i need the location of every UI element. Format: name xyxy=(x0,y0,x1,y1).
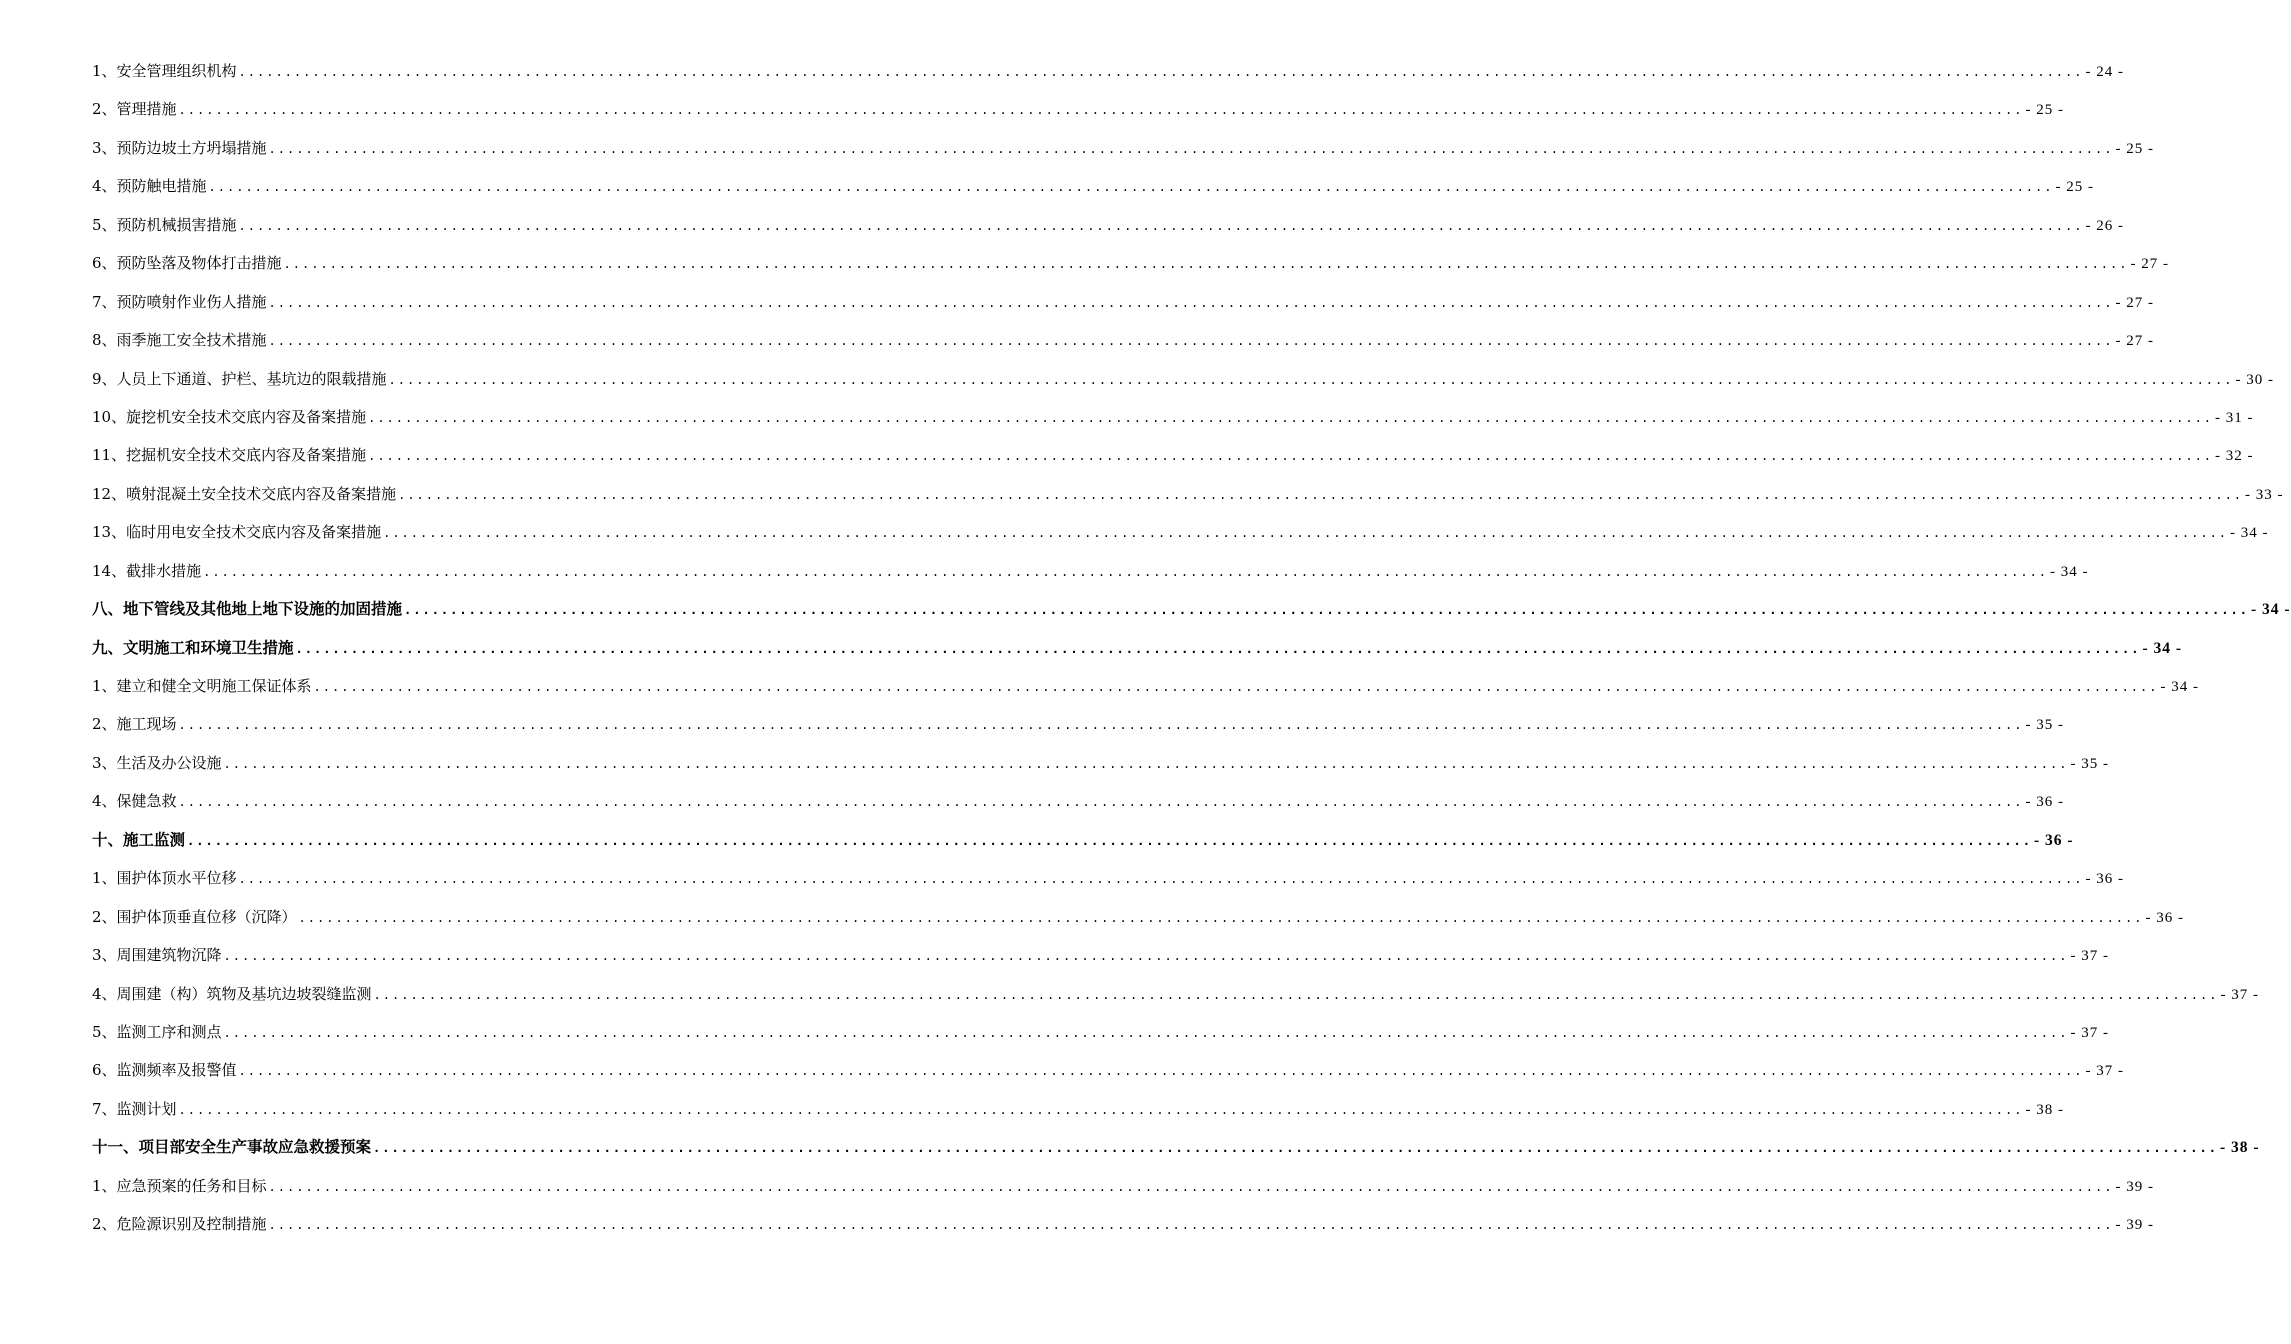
toc-entry-page-number: - 36 - xyxy=(2025,794,2064,811)
toc-dot-leader: ........................................................................................................................................................................................................ xyxy=(238,1064,2084,1079)
toc-entry-page-number: - 37 - xyxy=(2070,1024,2109,1041)
toc-entry-title: 4、预防触电措施 xyxy=(92,177,207,196)
toc-entry[interactable] xyxy=(92,936,2109,974)
toc-entry[interactable] xyxy=(92,859,2124,897)
toc-entry-page-number: - 38 - xyxy=(2219,1139,2260,1157)
toc-entry-page-number: - 35 - xyxy=(2070,755,2109,772)
toc-entry-title: 十一、项目部安全生产事故应急救援预案 xyxy=(92,1137,372,1157)
toc-dot-leader: ........................................................................................................................................................................................................ xyxy=(398,487,2244,502)
toc-dot-leader: ........................................................................................................................................................................................................ xyxy=(223,1025,2069,1040)
toc-entry-page-number: - 25 - xyxy=(2025,102,2064,119)
toc-entry-page-number: - 37 - xyxy=(2070,948,2109,965)
toc-entry-page-number: - 34 - xyxy=(2160,679,2199,695)
toc-entry-title: 6、监测频率及报警值 xyxy=(92,1061,237,1080)
toc-entry-title: 7、监测计划 xyxy=(92,1099,177,1118)
toc-entry-title: 3、预防边坡土方坍塌措施 xyxy=(92,138,267,157)
toc-entry[interactable] xyxy=(92,782,2064,820)
toc-entry-title: 1、建立和健全文明施工保证体系 xyxy=(92,677,312,695)
toc-entry-title: 3、生活及办公设施 xyxy=(92,753,222,772)
toc-entry[interactable] xyxy=(92,283,2154,321)
toc-entry-page-number: - 27 - xyxy=(2115,333,2154,350)
toc-entry-title: 1、安全管理组织机构 xyxy=(92,62,237,80)
toc-dot-leader: ........................................................................................................................................................................................................ xyxy=(283,257,2129,272)
toc-entry[interactable] xyxy=(92,1205,2154,1243)
toc-entry[interactable] xyxy=(92,667,2199,705)
toc-entry[interactable] xyxy=(92,360,2274,398)
toc-entry-title: 13、临时用电安全技术交底内容及备案措施 xyxy=(92,523,382,542)
toc-entry-page-number: - 34 - xyxy=(2050,563,2089,580)
toc-entry-title: 14、截排水措施 xyxy=(92,561,202,580)
toc-entry[interactable] xyxy=(92,629,2183,667)
toc-entry[interactable] xyxy=(92,90,2064,128)
toc-dot-leader: ........................................................................................................................................................................................................ xyxy=(187,833,2032,848)
toc-entry[interactable] xyxy=(92,975,2259,1013)
toc-dot-leader: ........................................................................................................................................................................................................ xyxy=(178,1102,2024,1117)
toc-entry-page-number: - 38 - xyxy=(2025,1101,2064,1118)
toc-dot-leader: ........................................................................................................................................................................................................ xyxy=(208,180,2054,195)
toc-entry-page-number: - 33 - xyxy=(2245,486,2284,503)
toc-dot-leader: ........................................................................................................................................................................................................ xyxy=(238,872,2084,887)
toc-entry-title: 1、围护体顶水平位移 xyxy=(92,869,237,888)
toc-dot-leader: ........................................................................................................................................................................................................ xyxy=(373,987,2219,1002)
toc-dot-leader: ........................................................................................................................................................................................................ xyxy=(203,564,2049,579)
toc-entry-title: 6、预防坠落及物体打击措施 xyxy=(92,254,282,273)
toc-entry[interactable] xyxy=(92,1013,2109,1051)
toc-dot-leader: ........................................................................................................................................................................................................ xyxy=(313,680,2159,694)
toc-entry[interactable] xyxy=(92,436,2254,474)
toc-dot-leader: ........................................................................................................................................................................................................ xyxy=(268,1179,2114,1194)
toc-entry-page-number: - 25 - xyxy=(2055,179,2094,196)
toc-entry-title: 2、施工现场 xyxy=(92,715,177,734)
toc-dot-leader: ........................................................................................................................................................................................................ xyxy=(268,1218,2114,1233)
toc-dot-leader: ........................................................................................................................................................................................................ xyxy=(368,410,2214,425)
toc-dot-leader: ........................................................................................................................................................................................................ xyxy=(238,65,2084,79)
toc-entry[interactable] xyxy=(92,244,2169,282)
toc-entry[interactable] xyxy=(92,1090,2064,1128)
toc-entry-title: 3、周围建筑物沉降 xyxy=(92,946,222,965)
toc-entry-page-number: - 36 - xyxy=(2085,871,2124,888)
toc-entry-title: 2、危险源识别及控制措施 xyxy=(92,1215,267,1234)
toc-entry-title: 11、挖掘机安全技术交底内容及备案措施 xyxy=(92,446,367,465)
toc-dot-leader: ........................................................................................................................................................................................................ xyxy=(268,141,2114,156)
toc-entry-title: 7、预防喷射作业伤人措施 xyxy=(92,292,267,311)
toc-dot-leader: ........................................................................................................................................................................................................ xyxy=(238,218,2084,233)
toc-entry-page-number: - 36 - xyxy=(2033,831,2074,849)
toc-entry-title: 4、周围建（构）筑物及基坑边坡裂缝监测 xyxy=(92,984,372,1003)
toc-dot-leader: ........................................................................................................................................................................................................ xyxy=(178,103,2024,118)
toc-entry-title: 8、雨季施工安全技术措施 xyxy=(92,331,267,350)
toc-dot-leader: ........................................................................................................................................................................................................ xyxy=(368,449,2214,464)
toc-entry-page-number: - 32 - xyxy=(2215,448,2254,465)
toc-entry-page-number: - 37 - xyxy=(2220,986,2259,1003)
toc-entry[interactable] xyxy=(92,167,2094,205)
toc-entry-title: 5、监测工序和测点 xyxy=(92,1022,222,1041)
toc-dot-leader: ........................................................................................................................................................................................................ xyxy=(295,641,2141,656)
toc-entry-page-number: - 39 - xyxy=(2115,1178,2154,1195)
toc-entry-page-number: - 27 - xyxy=(2115,294,2154,311)
toc-entry-title: 10、旋挖机安全技术交底内容及备案措施 xyxy=(92,407,367,426)
toc-entry[interactable] xyxy=(92,513,2269,551)
toc-dot-leader: ........................................................................................................................................................................................................ xyxy=(298,910,2144,925)
toc-dot-leader: ........................................................................................................................................................................................................ xyxy=(178,795,2024,810)
toc-entry-page-number: - 27 - xyxy=(2130,256,2169,273)
toc-dot-leader: ........................................................................................................................................................................................................ xyxy=(388,372,2234,387)
toc-entry-page-number: - 37 - xyxy=(2085,1063,2124,1080)
toc-entry-page-number: - 30 - xyxy=(2235,371,2274,388)
toc-entry-title: 2、管理措施 xyxy=(92,100,177,119)
toc-entry-title: 4、保健急救 xyxy=(92,792,177,811)
toc-entry[interactable] xyxy=(92,206,2124,244)
toc-entry[interactable] xyxy=(92,821,2074,859)
toc-entry[interactable] xyxy=(92,475,2284,513)
toc-entry-page-number: - 34 - xyxy=(2250,601,2291,619)
toc-entry-title: 1、应急预案的任务和目标 xyxy=(92,1176,267,1195)
toc-entry-page-number: - 34 - xyxy=(2230,525,2269,542)
toc-entry-title: 9、人员上下通道、护栏、基坑边的限载措施 xyxy=(92,369,387,388)
toc-entry[interactable] xyxy=(92,552,2089,590)
toc-entry-title: 12、喷射混凝土安全技术交底内容及备案措施 xyxy=(92,484,397,503)
toc-entry-title: 九、文明施工和环境卫生措施 xyxy=(92,637,294,657)
toc-entry[interactable] xyxy=(92,898,2184,936)
toc-entry-page-number: - 25 - xyxy=(2115,140,2154,157)
toc-entry-page-number: - 24 - xyxy=(2085,64,2124,80)
toc-entry-page-number: - 36 - xyxy=(2145,909,2184,926)
toc-entry[interactable] xyxy=(92,129,2154,167)
toc-entry[interactable] xyxy=(92,321,2154,359)
toc-dot-leader: ........................................................................................................................................................................................................ xyxy=(268,334,2114,349)
toc-dot-leader: ........................................................................................................................................................................................................ xyxy=(268,295,2114,310)
toc-entry[interactable] xyxy=(92,1051,2124,1089)
toc-entry[interactable] xyxy=(92,744,2109,782)
toc-dot-leader: ........................................................................................................................................................................................................ xyxy=(373,1141,2218,1156)
toc-entry-title: 十、施工监测 xyxy=(92,829,186,849)
toc-entry-page-number: - 35 - xyxy=(2025,717,2064,734)
toc-entry-title: 2、围护体顶垂直位移（沉降） xyxy=(92,907,297,926)
toc-entry-title: 八、地下管线及其他地上地下设施的加固措施 xyxy=(92,599,403,619)
toc-entry-page-number: - 39 - xyxy=(2115,1217,2154,1234)
toc-dot-leader: ........................................................................................................................................................................................................ xyxy=(223,756,2069,771)
toc-entry[interactable] xyxy=(92,1128,2260,1166)
toc-dot-leader: ........................................................................................................................................................................................................ xyxy=(178,718,2024,733)
toc-entry-title: 5、预防机械损害措施 xyxy=(92,215,237,234)
toc-entry[interactable] xyxy=(92,705,2064,743)
toc-entry[interactable] xyxy=(92,52,2124,90)
toc-entry[interactable] xyxy=(92,590,2291,628)
toc-entry[interactable] xyxy=(92,1167,2154,1205)
table-of-contents xyxy=(92,52,2291,1244)
toc-entry[interactable] xyxy=(92,398,2254,436)
toc-entry-page-number: - 26 - xyxy=(2085,217,2124,234)
toc-entry-page-number: - 34 - xyxy=(2142,639,2183,657)
toc-entry-page-number: - 31 - xyxy=(2215,409,2254,426)
toc-dot-leader: ........................................................................................................................................................................................................ xyxy=(404,603,2249,618)
toc-dot-leader: ........................................................................................................................................................................................................ xyxy=(383,526,2229,541)
toc-dot-leader: ........................................................................................................................................................................................................ xyxy=(223,949,2069,964)
